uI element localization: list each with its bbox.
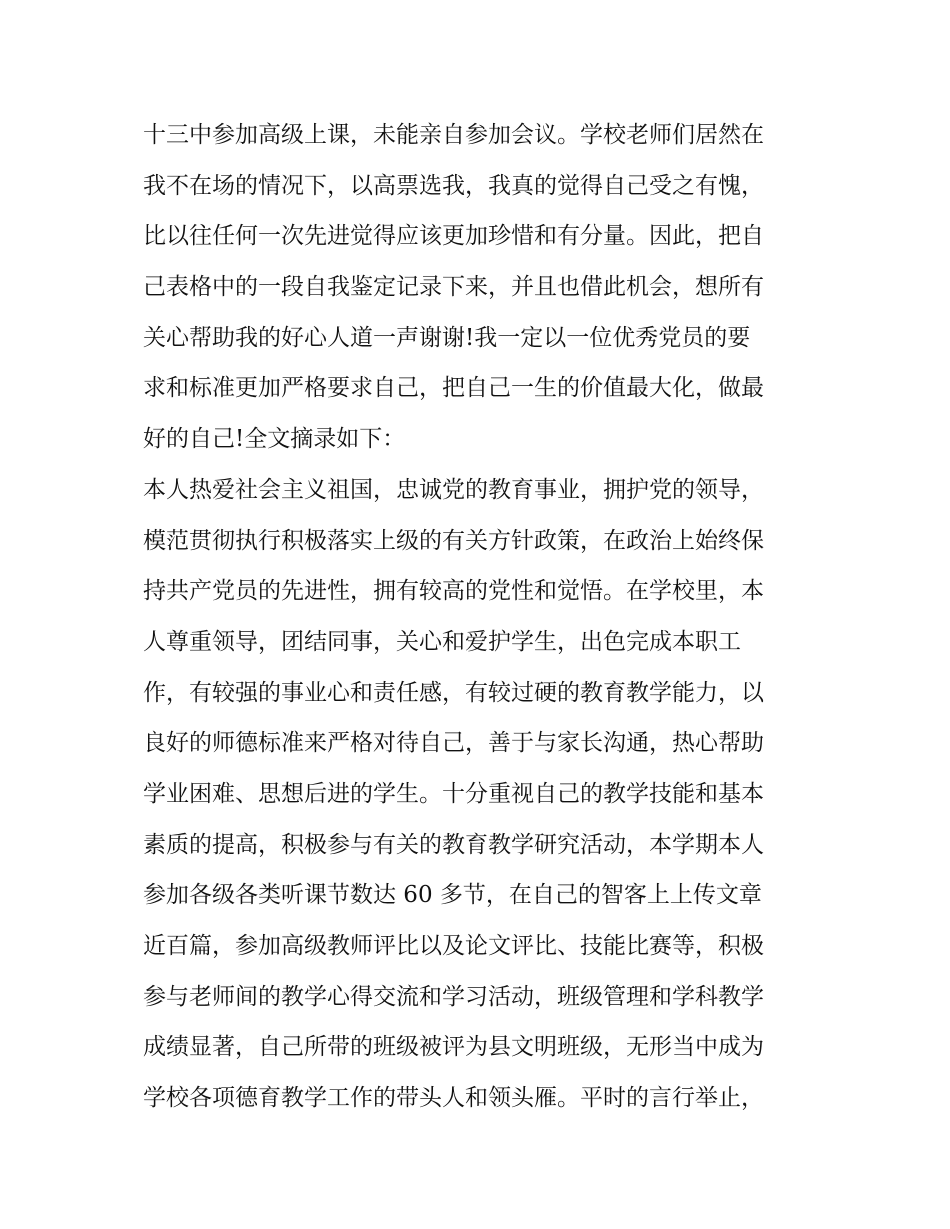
text-line: 模范贯彻执行积极落实上级的有关方针政策，在政治上始终保: [143, 527, 764, 554]
text-line: 素质的提高，积极参与有关的教育教学研究活动，本学期本人: [143, 831, 764, 858]
text-line: 本人热爱社会主义祖国，忠诚党的教育事业，拥护党的领导，: [143, 476, 764, 503]
text-line: 持共产党员的先进性，拥有较高的党性和觉悟。在学校里，本: [143, 578, 764, 605]
text-line: 学校各项德育教学工作的带头人和领头雁。平时的言行举止，: [143, 1085, 764, 1112]
text-line: 作，有较强的事业心和责任感，有较过硬的教育教学能力，以: [143, 679, 764, 706]
text-line: 近百篇，参加高级教师评比以及论文评比、技能比赛等，积极: [143, 933, 764, 959]
text-line: 参加各级各类听课节数达 60 多节，在自己的智客上上传文章: [143, 882, 762, 909]
text-line: 关心帮助我的好心人道一声谢谢!我一定以一位优秀党员的要: [143, 324, 751, 351]
text-line: 比以往任何一次先进觉得应该更加珍惜和有分量。因此，把自: [143, 223, 764, 250]
text-line: 十三中参加高级上课，未能亲自参加会议。学校老师们居然在: [143, 122, 764, 148]
text-line: 学业困难、思想后进的学生。十分重视自己的教学技能和基本: [143, 780, 764, 807]
text-line: 良好的师德标准来严格对待自己，善于与家长沟通，热心帮助: [143, 730, 764, 757]
text-line: 好的自己!全文摘录如下：: [143, 426, 406, 453]
text-line: 求和标准更加严格要求自己，把自己一生的价值最大化，做最: [143, 375, 764, 402]
body-text: [143, 110, 823, 1124]
text-line: 我不在场的情况下，以高票选我，我真的觉得自己受之有愧，: [143, 172, 764, 199]
text-line: 己表格中的一段自我鉴定记录下来，并且也借此机会，想所有: [143, 274, 764, 301]
text-line: 成绩显著，自己所带的班级被评为县文明班级，无形当中成为: [143, 1034, 764, 1061]
text-line: 人尊重领导，团结同事，关心和爱护学生，出色完成本职工: [143, 628, 741, 655]
text-line: 参与老师间的教学心得交流和学习活动，班级管理和学科教学: [143, 983, 764, 1010]
